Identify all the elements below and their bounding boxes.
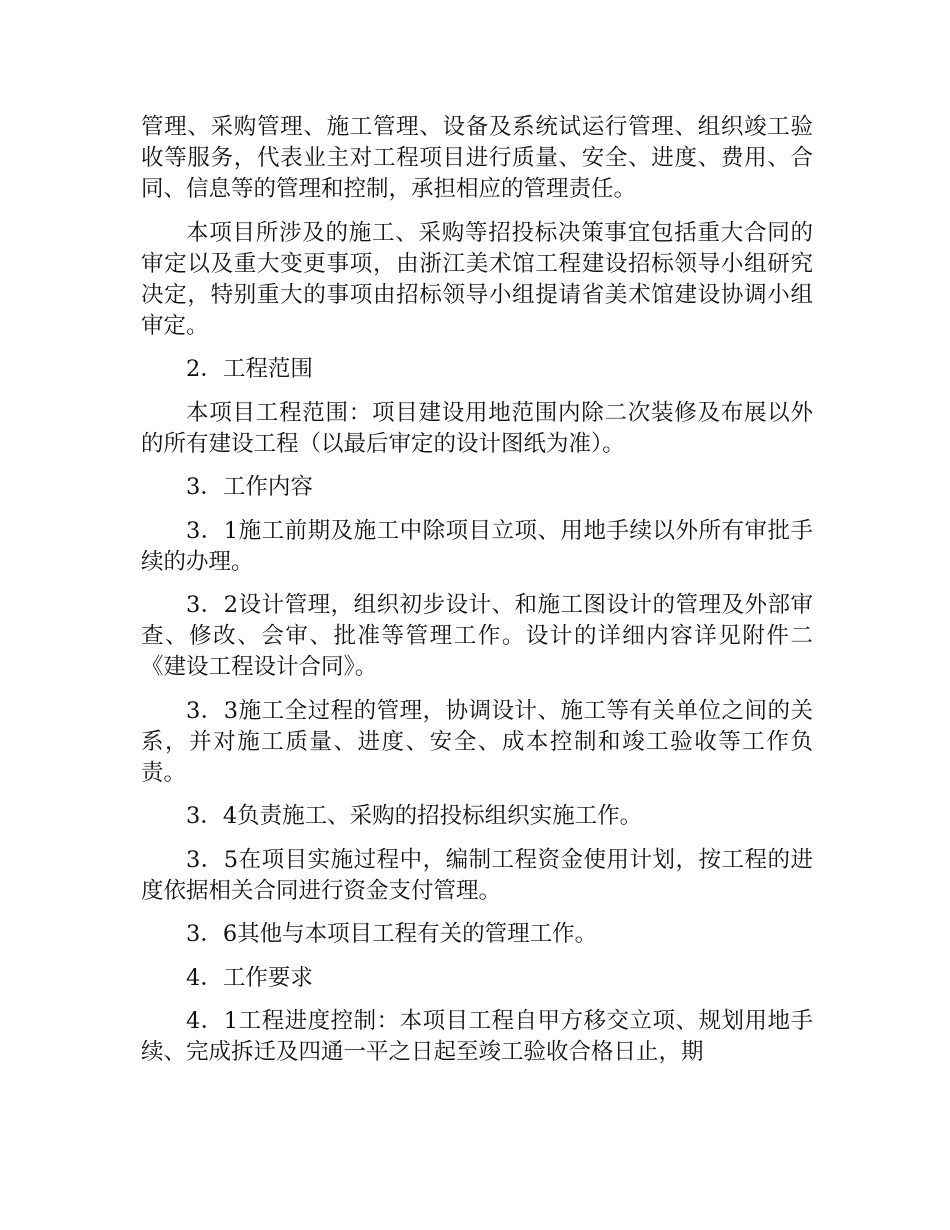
paragraph-continued: 管理、采购管理、施工管理、设备及系统试运行管理、组织竣工验收等服务，代表业主对工程项目进行质量、安全、进度、费用、合同、信息等的管理和控制，承担相应的管理责任。	[141, 114, 813, 202]
item-3-2: 3．2设计管理，组织初步设计、和施工图设计的管理及外部审查、修改、会审、批准等管理工作。设计的详细内容详见附件二《建设工程设计合同》。	[141, 592, 813, 680]
heading-work-requirements: 4．工作要求	[186, 964, 313, 991]
heading-project-scope: 2．工程范围	[186, 356, 313, 382]
item-3-4: 3．4负责施工、采购的招投标组织实施工作。	[186, 803, 643, 829]
document-page	[141, 112, 813, 1081]
paragraph-tender-decisions: 本项目所涉及的施工、采购等招投标决策事宜包括重大合同的审定以及重大变更事项，由浙江美术馆工程建设招标领导小组研究决定，特别重大的事项由招标领导小组提请省美术馆建设协调小组审定。	[141, 219, 813, 339]
item-3-1: 3．1施工前期及施工中除项目立项、用地手续以外所有审批手续的办理。	[141, 517, 813, 575]
paragraph-project-scope: 本项目工程范围：项目建设用地范围内除二次装修及布展以外的所有建设工程（以最后审定的设计图纸为准）。	[141, 399, 813, 457]
item-4-1: 4．1工程进度控制：本项目工程自甲方移交立项、规划用地手续、完成拆迁及四通一平之日起至竣工验收合格日止，期	[141, 1008, 813, 1065]
item-3-6: 3．6其他与本项目工程有关的管理工作。	[186, 921, 598, 947]
item-3-3: 3．3施工全过程的管理，协调设计、施工等有关单位之间的关系，并对施工质量、进度、安全、成本控制和竣工验收等工作负责。	[141, 697, 813, 786]
heading-work-content: 3．工作内容	[186, 474, 313, 500]
item-3-5: 3．5在项目实施过程中，编制工程资金使用计划，按工程的进度依据相关合同进行资金支付管理。	[141, 846, 813, 904]
